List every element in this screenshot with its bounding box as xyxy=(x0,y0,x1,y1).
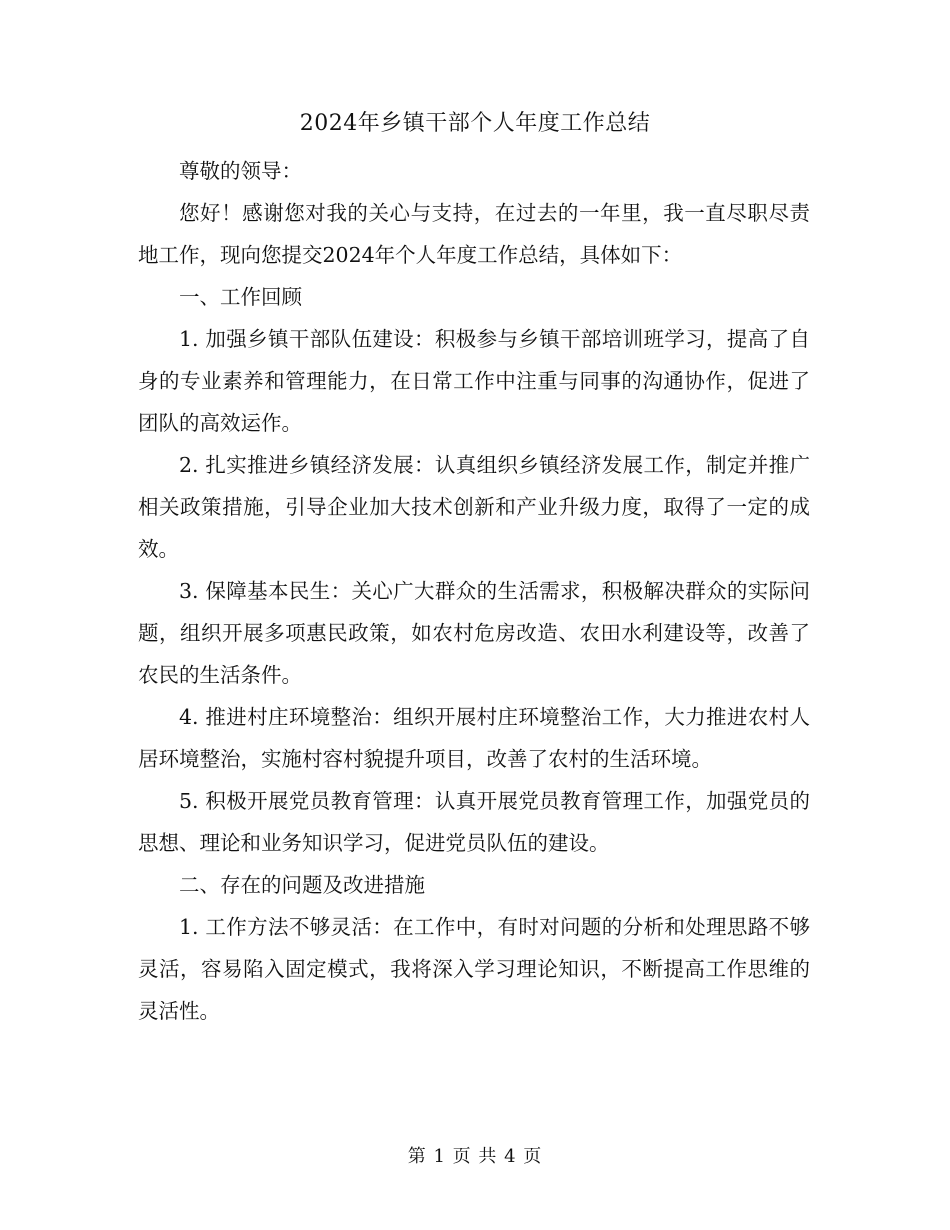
review-item: 2. 扎实推进乡镇经济发展：认真组织乡镇经济发展工作，制定并推广相关政策措施，引导企业加大技术创新和产业升级力度，取得了一定的成效。 xyxy=(138,453,810,561)
review-item: 1. 加强乡镇干部队伍建设：积极参与乡镇干部培训班学习，提高了自身的专业素养和管理能力，在日常工作中注重与同事的沟通协作，促进了团队的高效运作。 xyxy=(138,327,810,435)
document-body xyxy=(138,150,810,1032)
page-number-footer: 第 1 页 共 4 页 xyxy=(407,1146,543,1167)
intro-paragraph: 您好！感谢您对我的关心与支持，在过去的一年里，我一直尽职尽责地工作，现向您提交2024年个人年度工作总结，具体如下： xyxy=(138,201,810,267)
salutation: 尊敬的领导： xyxy=(179,159,302,183)
review-item: 5. 积极开展党员教育管理：认真开展党员教育管理工作，加强党员的思想、理论和业务知识学习，促进党员队伍的建设。 xyxy=(138,789,810,855)
review-item: 3. 保障基本民生：关心广大群众的生活需求，积极解决群众的实际问题，组织开展多项惠民政策，如农村危房改造、农田水利建设等，改善了农民的生活条件。 xyxy=(138,579,810,687)
review-item: 4. 推进村庄环境整治：组织开展村庄环境整治工作，大力推进农村人居环境整治，实施村容村貌提升项目，改善了农村的生活环境。 xyxy=(138,705,810,771)
document-title: 2024年乡镇干部个人年度工作总结 xyxy=(299,111,651,136)
problem-item: 1. 工作方法不够灵活：在工作中，有时对问题的分析和处理思路不够灵活，容易陷入固定模式，我将深入学习理论知识，不断提高工作思维的灵活性。 xyxy=(138,915,810,1023)
section-heading-problems: 二、存在的问题及改进措施 xyxy=(179,873,425,897)
section-heading-review: 一、工作回顾 xyxy=(179,285,302,309)
